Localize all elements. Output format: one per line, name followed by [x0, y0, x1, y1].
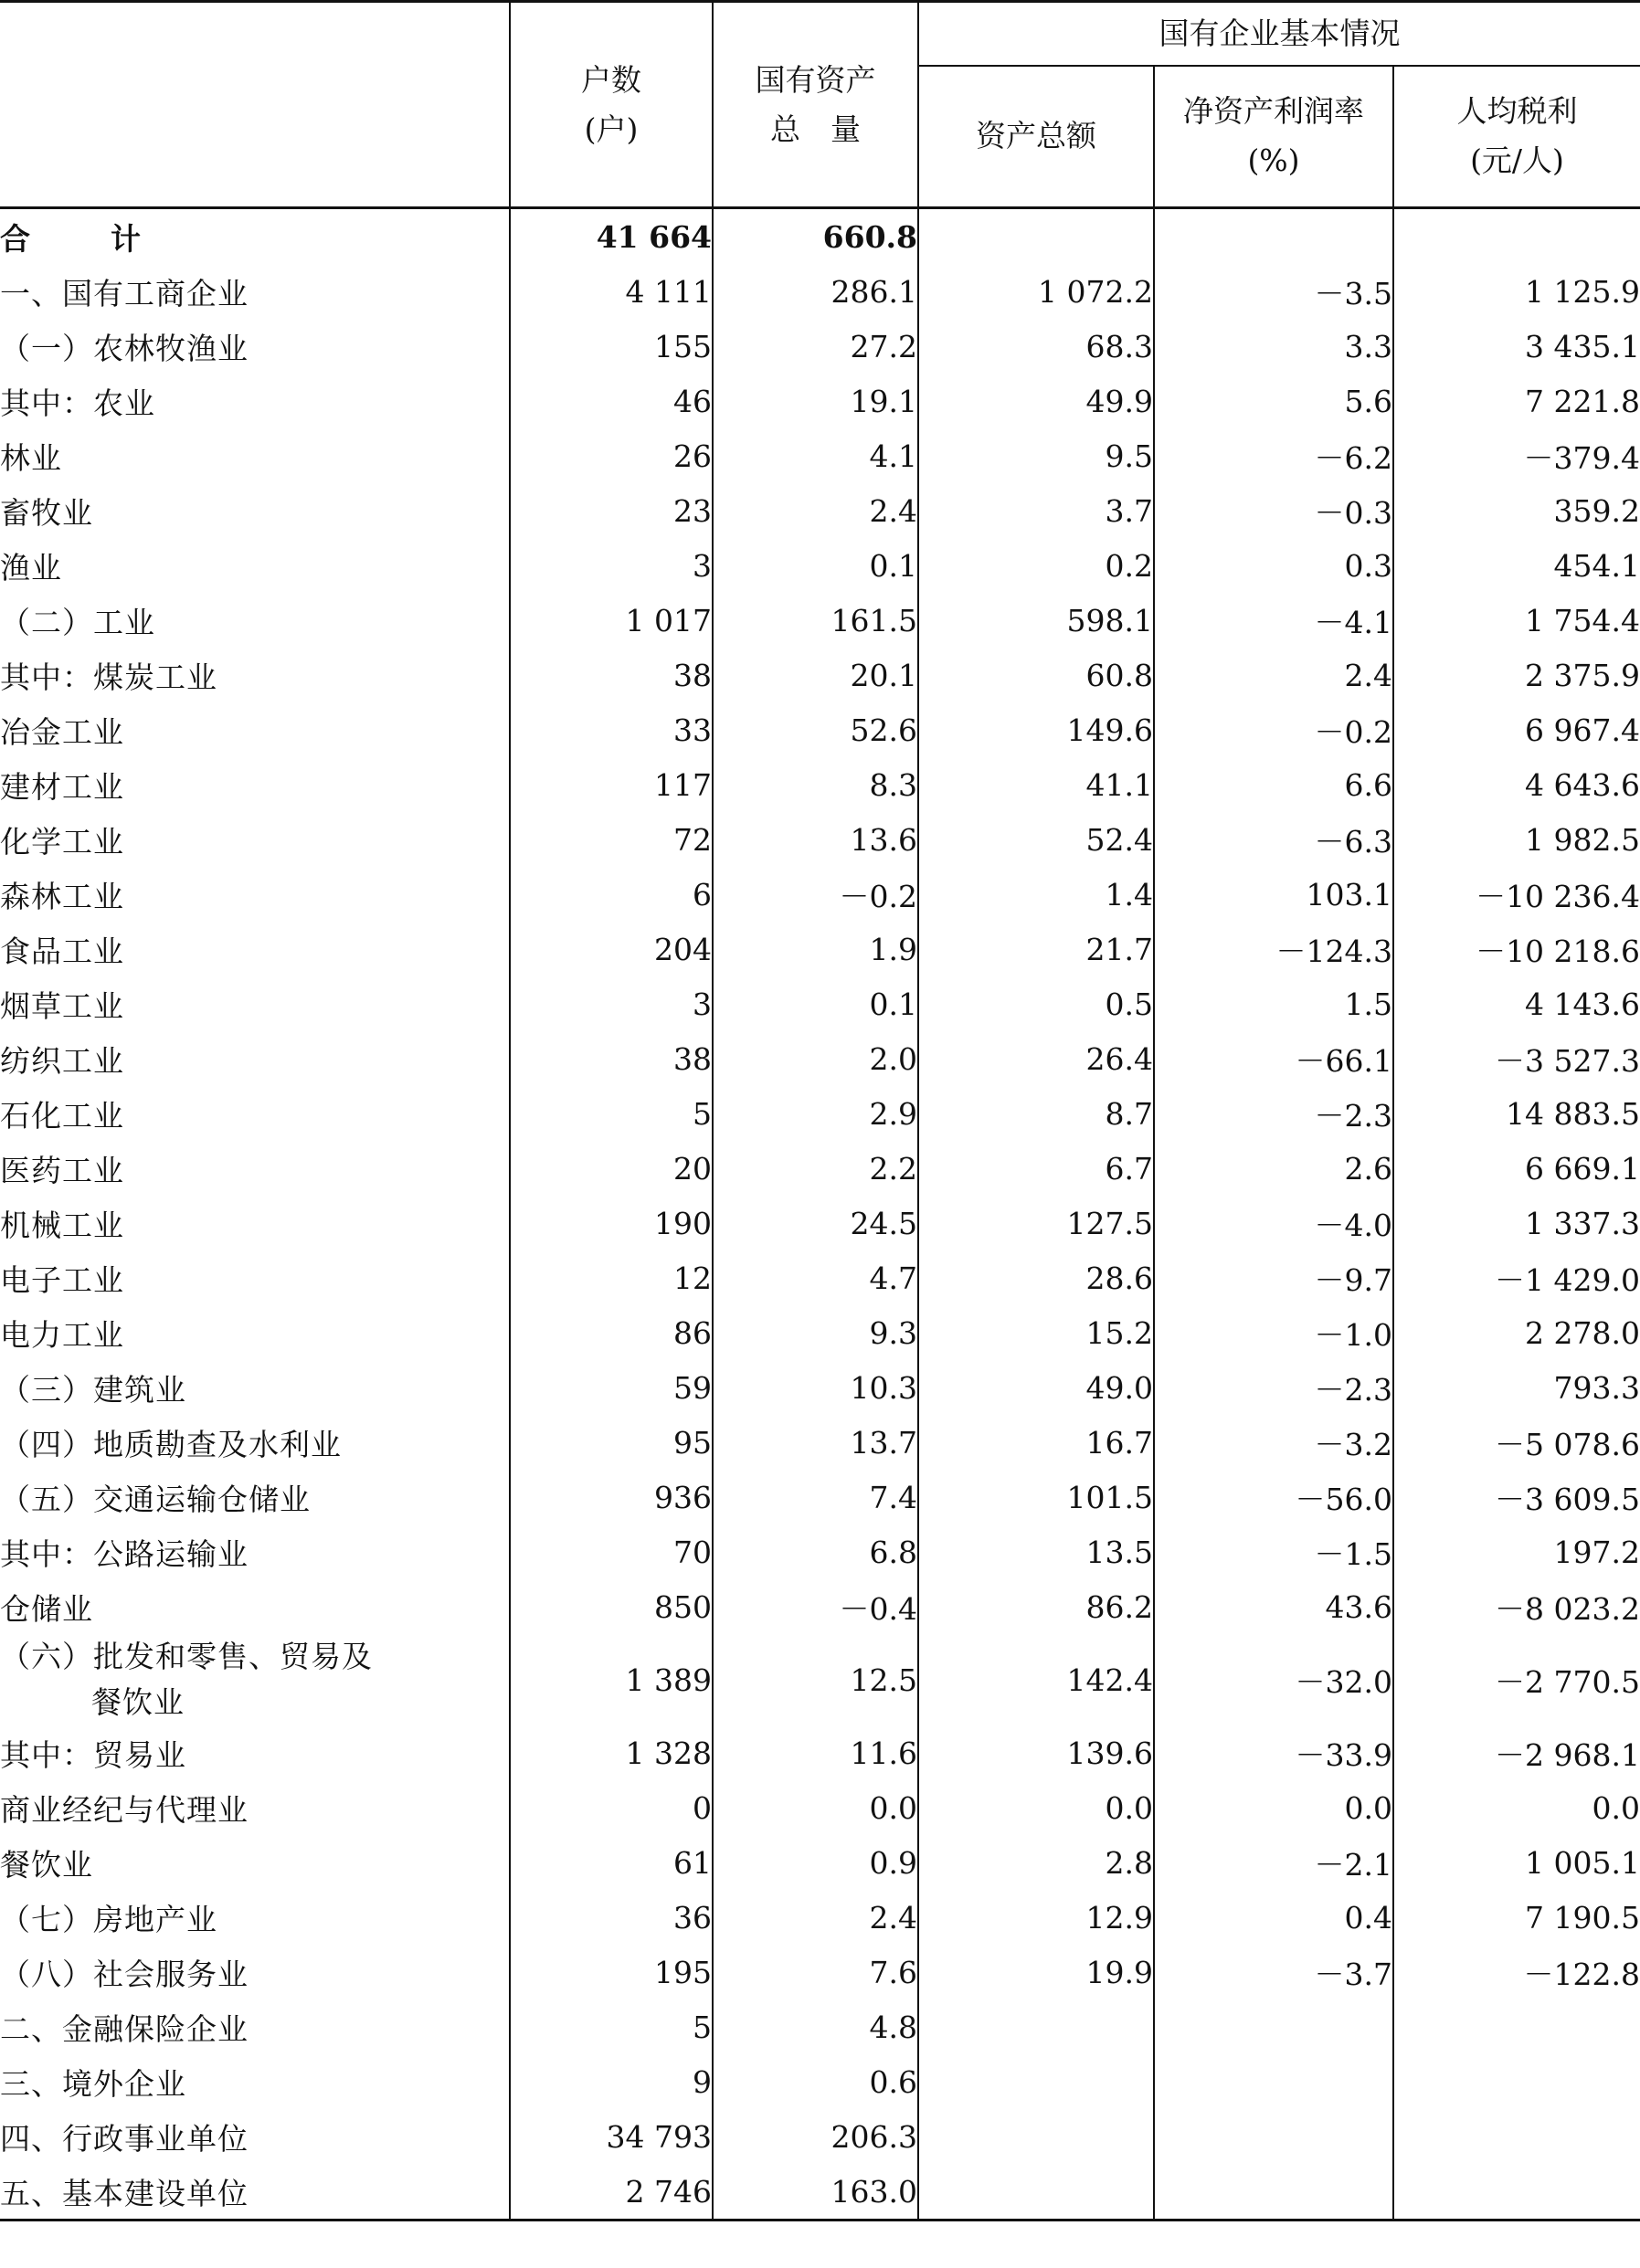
row-name: 化学工业	[0, 823, 124, 860]
cell-tax-per-capita: 6 967.4	[1393, 702, 1640, 757]
cell-net-profit-rate: －66.1	[1154, 1031, 1393, 1086]
cell-households: 9	[510, 2054, 713, 2109]
cell-tax-per-capita: 2 278.0	[1393, 1305, 1640, 1360]
cell-state-assets: －0.4	[713, 1579, 918, 1634]
cell-state-assets: 27.2	[713, 319, 918, 374]
row-name: 森林工业	[0, 878, 124, 914]
row-name: 二、金融保险企业	[0, 2010, 249, 2047]
cell-net-profit-rate: 1.5	[1154, 976, 1393, 1031]
cell-total-assets: 26.4	[918, 1031, 1154, 1086]
cell-state-assets: 13.7	[713, 1415, 918, 1470]
table-row	[0, 1634, 1640, 1725]
cell-state-assets: 2.2	[713, 1141, 918, 1196]
header-group-title: 国有企业基本情况	[918, 2, 1640, 66]
cell-tax-per-capita: －8 023.2	[1393, 1579, 1640, 1634]
table-row	[0, 2109, 1640, 2164]
cell-tax-per-capita: 793.3	[1393, 1360, 1640, 1415]
cell-total-assets: 101.5	[918, 1470, 1154, 1524]
cell-total-assets: 2.8	[918, 1835, 1154, 1890]
cell-tax-per-capita: 1 982.5	[1393, 812, 1640, 867]
cell-households: 41 664	[510, 208, 713, 265]
cell-tax-per-capita: 4 143.6	[1393, 976, 1640, 1031]
cell-state-assets: 2.0	[713, 1031, 918, 1086]
cell-total-assets: 12.9	[918, 1890, 1154, 1945]
cell-tax-per-capita: 1 337.3	[1393, 1196, 1640, 1250]
table-row	[0, 812, 1640, 867]
cell-households: 33	[510, 702, 713, 757]
table-row	[0, 1945, 1640, 1999]
cell-tax-per-capita	[1393, 1999, 1640, 2054]
cell-tax-per-capita: －3 609.5	[1393, 1470, 1640, 1524]
cell-state-assets: 0.9	[713, 1835, 918, 1890]
cell-households: 38	[510, 648, 713, 702]
cell-total-assets: 142.4	[918, 1634, 1154, 1725]
cell-net-profit-rate: －2.3	[1154, 1086, 1393, 1141]
cell-households: 61	[510, 1835, 713, 1890]
table-row	[0, 1780, 1640, 1835]
cell-tax-per-capita: －122.8	[1393, 1945, 1640, 1999]
cell-total-assets: 16.7	[918, 1415, 1154, 1470]
cell-households: 6	[510, 867, 713, 922]
cell-state-assets: 12.5	[713, 1634, 918, 1725]
row-name	[0, 208, 510, 265]
cell-tax-per-capita: 1 125.9	[1393, 264, 1640, 319]
cell-tax-per-capita: 2 375.9	[1393, 648, 1640, 702]
cell-net-profit-rate: 43.6	[1154, 1579, 1393, 1634]
cell-tax-per-capita	[1393, 208, 1640, 265]
cell-households: 1 017	[510, 593, 713, 648]
cell-net-profit-rate	[1154, 2164, 1393, 2221]
cell-total-assets: 9.5	[918, 428, 1154, 483]
table-header	[0, 2, 1640, 208]
cell-households: 117	[510, 757, 713, 812]
cell-state-assets: 206.3	[713, 2109, 918, 2164]
cell-total-assets: 6.7	[918, 1141, 1154, 1196]
cell-net-profit-rate	[1154, 208, 1393, 265]
cell-state-assets: 2.4	[713, 1890, 918, 1945]
cell-tax-per-capita: －10 218.6	[1393, 922, 1640, 976]
cell-net-profit-rate: －33.9	[1154, 1725, 1393, 1780]
cell-total-assets	[918, 2109, 1154, 2164]
table-row	[0, 1031, 1640, 1086]
cell-tax-per-capita	[1393, 2109, 1640, 2164]
table-row	[0, 1360, 1640, 1415]
cell-net-profit-rate: －6.2	[1154, 428, 1393, 483]
row-name: 三、境外企业	[0, 2065, 186, 2102]
cell-households: 20	[510, 1141, 713, 1196]
cell-state-assets: 4.1	[713, 428, 918, 483]
cell-tax-per-capita: 3 435.1	[1393, 319, 1640, 374]
table-row	[0, 264, 1640, 319]
table-row	[0, 1141, 1640, 1196]
cell-state-assets: 6.8	[713, 1524, 918, 1579]
table-row	[0, 1579, 1640, 1634]
cell-net-profit-rate: －3.2	[1154, 1415, 1393, 1470]
row-name: （三）建筑业	[0, 1371, 186, 1408]
row-name: 其中：农业	[0, 385, 155, 421]
cell-tax-per-capita: 7 221.8	[1393, 374, 1640, 428]
row-name: 电子工业	[0, 1261, 124, 1298]
table-row	[0, 1999, 1640, 2054]
row-name: 其中：公路运输业	[0, 1535, 249, 1572]
cell-total-assets: 0.2	[918, 538, 1154, 593]
cell-net-profit-rate: 5.6	[1154, 374, 1393, 428]
header-households-label: 户数	[581, 61, 641, 98]
cell-total-assets: 15.2	[918, 1305, 1154, 1360]
header-households-unit: (户)	[584, 111, 639, 147]
cell-net-profit-rate: －0.2	[1154, 702, 1393, 757]
row-name: （七）房地产业	[0, 1901, 217, 1937]
row-name-text: 合计	[0, 220, 221, 257]
table-row	[0, 976, 1640, 1031]
cell-net-profit-rate: －2.1	[1154, 1835, 1393, 1890]
cell-households: 195	[510, 1945, 713, 1999]
cell-total-assets	[918, 208, 1154, 265]
row-name: 冶金工业	[0, 713, 124, 750]
table-row	[0, 1305, 1640, 1360]
row-name: （五）交通运输仓储业	[0, 1481, 311, 1517]
cell-households: 5	[510, 1999, 713, 2054]
cell-state-assets: 4.8	[713, 1999, 918, 2054]
cell-tax-per-capita: －3 527.3	[1393, 1031, 1640, 1086]
row-name: 医药工业	[0, 1152, 124, 1188]
cell-tax-per-capita: 1 754.4	[1393, 593, 1640, 648]
cell-tax-per-capita: －10 236.4	[1393, 867, 1640, 922]
row-name-line-2: 餐饮业	[91, 1684, 185, 1720]
cell-total-assets: 86.2	[918, 1579, 1154, 1634]
cell-state-assets: 13.6	[713, 812, 918, 867]
cell-households: 155	[510, 319, 713, 374]
cell-total-assets: 149.6	[918, 702, 1154, 757]
table-row	[0, 1524, 1640, 1579]
table-row	[0, 2164, 1640, 2221]
header-tax-per-capita	[1393, 66, 1640, 208]
cell-total-assets: 21.7	[918, 922, 1154, 976]
cell-total-assets: 0.0	[918, 1780, 1154, 1835]
cell-households: 38	[510, 1031, 713, 1086]
cell-net-profit-rate: 103.1	[1154, 867, 1393, 922]
header-total-assets: 资产总额	[918, 66, 1154, 208]
cell-state-assets: 8.3	[713, 757, 918, 812]
cell-households: 23	[510, 483, 713, 538]
cell-tax-per-capita: －379.4	[1393, 428, 1640, 483]
table-row	[0, 1835, 1640, 1890]
cell-net-profit-rate: 2.6	[1154, 1141, 1393, 1196]
cell-total-assets	[918, 1999, 1154, 2054]
row-name: （八）社会服务业	[0, 1956, 249, 1992]
cell-state-assets: 660.8	[713, 208, 918, 265]
cell-state-assets: 7.6	[713, 1945, 918, 1999]
cell-total-assets: 1 072.2	[918, 264, 1154, 319]
cell-tax-per-capita: －1 429.0	[1393, 1250, 1640, 1305]
row-name: 建材工业	[0, 768, 124, 805]
header-tax-per-capita-label: 人均税利	[1456, 93, 1578, 130]
cell-net-profit-rate: －124.3	[1154, 922, 1393, 976]
cell-tax-per-capita	[1393, 2054, 1640, 2109]
row-name	[0, 1634, 510, 1725]
cell-state-assets: 52.6	[713, 702, 918, 757]
row-name: （一）农林牧渔业	[0, 330, 249, 366]
row-name: 渔业	[0, 549, 62, 585]
table-row	[0, 1196, 1640, 1250]
row-name: 林业	[0, 439, 62, 476]
cell-households: 5	[510, 1086, 713, 1141]
cell-total-assets: 139.6	[918, 1725, 1154, 1780]
cell-state-assets: 7.4	[713, 1470, 918, 1524]
cell-net-profit-rate	[1154, 2054, 1393, 2109]
cell-total-assets	[918, 2164, 1154, 2221]
cell-state-assets: 0.1	[713, 538, 918, 593]
cell-total-assets	[918, 2054, 1154, 2109]
cell-households: 3	[510, 976, 713, 1031]
cell-state-assets: 161.5	[713, 593, 918, 648]
row-name: 食品工业	[0, 933, 124, 969]
row-name: （二）工业	[0, 604, 155, 640]
cell-total-assets: 68.3	[918, 319, 1154, 374]
cell-net-profit-rate: 0.4	[1154, 1890, 1393, 1945]
cell-state-assets: 24.5	[713, 1196, 918, 1250]
row-name: 畜牧业	[0, 494, 93, 531]
cell-households: 2 746	[510, 2164, 713, 2221]
cell-state-assets: 1.9	[713, 922, 918, 976]
cell-tax-per-capita: 454.1	[1393, 538, 1640, 593]
cell-households: 86	[510, 1305, 713, 1360]
table-row	[0, 483, 1640, 538]
table-row	[0, 374, 1640, 428]
table-body	[0, 208, 1640, 2221]
cell-total-assets: 598.1	[918, 593, 1154, 648]
table-row	[0, 1725, 1640, 1780]
cell-total-assets: 3.7	[918, 483, 1154, 538]
cell-net-profit-rate: －6.3	[1154, 812, 1393, 867]
cell-tax-per-capita: 6 669.1	[1393, 1141, 1640, 1196]
cell-net-profit-rate: －4.0	[1154, 1196, 1393, 1250]
header-net-profit-rate-unit: (%)	[1247, 142, 1300, 179]
cell-households: 0	[510, 1780, 713, 1835]
cell-tax-per-capita	[1393, 2164, 1640, 2221]
cell-tax-per-capita: 359.2	[1393, 483, 1640, 538]
cell-households: 1 328	[510, 1725, 713, 1780]
row-name: （四）地质勘查及水利业	[0, 1426, 342, 1462]
cell-net-profit-rate: －9.7	[1154, 1250, 1393, 1305]
table-row	[0, 319, 1640, 374]
table-row	[0, 593, 1640, 648]
header-state-assets-label-2: 总 量	[770, 111, 861, 147]
cell-net-profit-rate	[1154, 1999, 1393, 2054]
cell-state-assets: 19.1	[713, 374, 918, 428]
cell-households: 34 793	[510, 2109, 713, 2164]
header-households	[510, 2, 713, 208]
table-row	[0, 1890, 1640, 1945]
cell-households: 3	[510, 538, 713, 593]
row-name: 商业经纪与代理业	[0, 1791, 249, 1828]
cell-state-assets: －0.2	[713, 867, 918, 922]
cell-households: 850	[510, 1579, 713, 1634]
header-name-cell	[0, 2, 510, 208]
header-state-assets-label: 国有资产	[755, 61, 876, 98]
cell-households: 72	[510, 812, 713, 867]
cell-households: 46	[510, 374, 713, 428]
cell-net-profit-rate: －0.3	[1154, 483, 1393, 538]
header-state-assets	[713, 2, 918, 208]
cell-state-assets: 286.1	[713, 264, 918, 319]
cell-net-profit-rate: －3.5	[1154, 264, 1393, 319]
cell-tax-per-capita: 197.2	[1393, 1524, 1640, 1579]
cell-households: 70	[510, 1524, 713, 1579]
cell-total-assets: 1.4	[918, 867, 1154, 922]
cell-households: 26	[510, 428, 713, 483]
cell-net-profit-rate: 2.4	[1154, 648, 1393, 702]
cell-households: 1 389	[510, 1634, 713, 1725]
cell-total-assets: 60.8	[918, 648, 1154, 702]
table-row	[0, 867, 1640, 922]
cell-tax-per-capita: 0.0	[1393, 1780, 1640, 1835]
cell-households: 36	[510, 1890, 713, 1945]
table-row	[0, 2054, 1640, 2109]
header-net-profit-rate-label: 净资产利润率	[1183, 93, 1364, 130]
cell-state-assets: 2.9	[713, 1086, 918, 1141]
row-name: 仓储业	[0, 1590, 93, 1627]
cell-state-assets: 4.7	[713, 1250, 918, 1305]
cell-net-profit-rate: 3.3	[1154, 319, 1393, 374]
cell-state-assets: 163.0	[713, 2164, 918, 2221]
cell-tax-per-capita: 14 883.5	[1393, 1086, 1640, 1141]
cell-net-profit-rate: 6.6	[1154, 757, 1393, 812]
cell-total-assets: 19.9	[918, 1945, 1154, 1999]
cell-tax-per-capita: －2 968.1	[1393, 1725, 1640, 1780]
table-row	[0, 757, 1640, 812]
cell-state-assets: 0.6	[713, 2054, 918, 2109]
table-row	[0, 1250, 1640, 1305]
row-name: 石化工业	[0, 1097, 124, 1134]
row-name: 五、基本建设单位	[0, 2164, 510, 2221]
cell-total-assets: 13.5	[918, 1524, 1154, 1579]
cell-total-assets: 41.1	[918, 757, 1154, 812]
cell-state-assets: 20.1	[713, 648, 918, 702]
cell-net-profit-rate: －32.0	[1154, 1634, 1393, 1725]
header-net-profit-rate	[1154, 66, 1393, 208]
cell-net-profit-rate: －3.7	[1154, 1945, 1393, 1999]
table-row	[0, 428, 1640, 483]
row-name: 其中：贸易业	[0, 1736, 186, 1773]
cell-households: 190	[510, 1196, 713, 1250]
table-row	[0, 1470, 1640, 1524]
cell-households: 204	[510, 922, 713, 976]
cell-state-assets: 11.6	[713, 1725, 918, 1780]
table-row	[0, 1086, 1640, 1141]
table-row	[0, 922, 1640, 976]
header-tax-per-capita-unit: (元/人)	[1470, 142, 1564, 179]
cell-total-assets: 49.0	[918, 1360, 1154, 1415]
row-name: 其中：煤炭工业	[0, 659, 217, 695]
row-name-line-1: （六）批发和零售、贸易及	[0, 1639, 373, 1674]
row-name: 纺织工业	[0, 1042, 124, 1079]
table-row	[0, 538, 1640, 593]
table-row	[0, 1415, 1640, 1470]
cell-total-assets: 127.5	[918, 1196, 1154, 1250]
table-row	[0, 648, 1640, 702]
cell-state-assets: 10.3	[713, 1360, 918, 1415]
cell-households: 12	[510, 1250, 713, 1305]
cell-households: 59	[510, 1360, 713, 1415]
cell-state-assets: 0.1	[713, 976, 918, 1031]
cell-total-assets: 28.6	[918, 1250, 1154, 1305]
table-row-total	[0, 208, 1640, 265]
row-name: 电力工业	[0, 1316, 124, 1353]
cell-households: 4 111	[510, 264, 713, 319]
cell-net-profit-rate: －2.3	[1154, 1360, 1393, 1415]
cell-net-profit-rate: －1.5	[1154, 1524, 1393, 1579]
table-row	[0, 702, 1640, 757]
cell-net-profit-rate: －1.0	[1154, 1305, 1393, 1360]
cell-net-profit-rate	[1154, 2109, 1393, 2164]
row-name: 餐饮业	[0, 1846, 93, 1883]
cell-net-profit-rate: 0.0	[1154, 1780, 1393, 1835]
cell-tax-per-capita: 7 190.5	[1393, 1890, 1640, 1945]
cell-tax-per-capita: 4 643.6	[1393, 757, 1640, 812]
row-name: 烟草工业	[0, 987, 124, 1024]
cell-total-assets: 52.4	[918, 812, 1154, 867]
cell-total-assets: 8.7	[918, 1086, 1154, 1141]
cell-total-assets: 49.9	[918, 374, 1154, 428]
cell-tax-per-capita: －5 078.6	[1393, 1415, 1640, 1470]
cell-net-profit-rate: 0.3	[1154, 538, 1393, 593]
cell-state-assets: 2.4	[713, 483, 918, 538]
cell-households: 95	[510, 1415, 713, 1470]
row-name: 机械工业	[0, 1207, 124, 1243]
cell-tax-per-capita: 1 005.1	[1393, 1835, 1640, 1890]
row-name: 四、行政事业单位	[0, 2120, 249, 2157]
cell-tax-per-capita: －2 770.5	[1393, 1634, 1640, 1725]
cell-households: 936	[510, 1470, 713, 1524]
row-name: 一、国有工商企业	[0, 275, 249, 311]
cell-net-profit-rate: －4.1	[1154, 593, 1393, 648]
cell-state-assets: 0.0	[713, 1780, 918, 1835]
cell-total-assets: 0.5	[918, 976, 1154, 1031]
cell-state-assets: 9.3	[713, 1305, 918, 1360]
cell-net-profit-rate: －56.0	[1154, 1470, 1393, 1524]
